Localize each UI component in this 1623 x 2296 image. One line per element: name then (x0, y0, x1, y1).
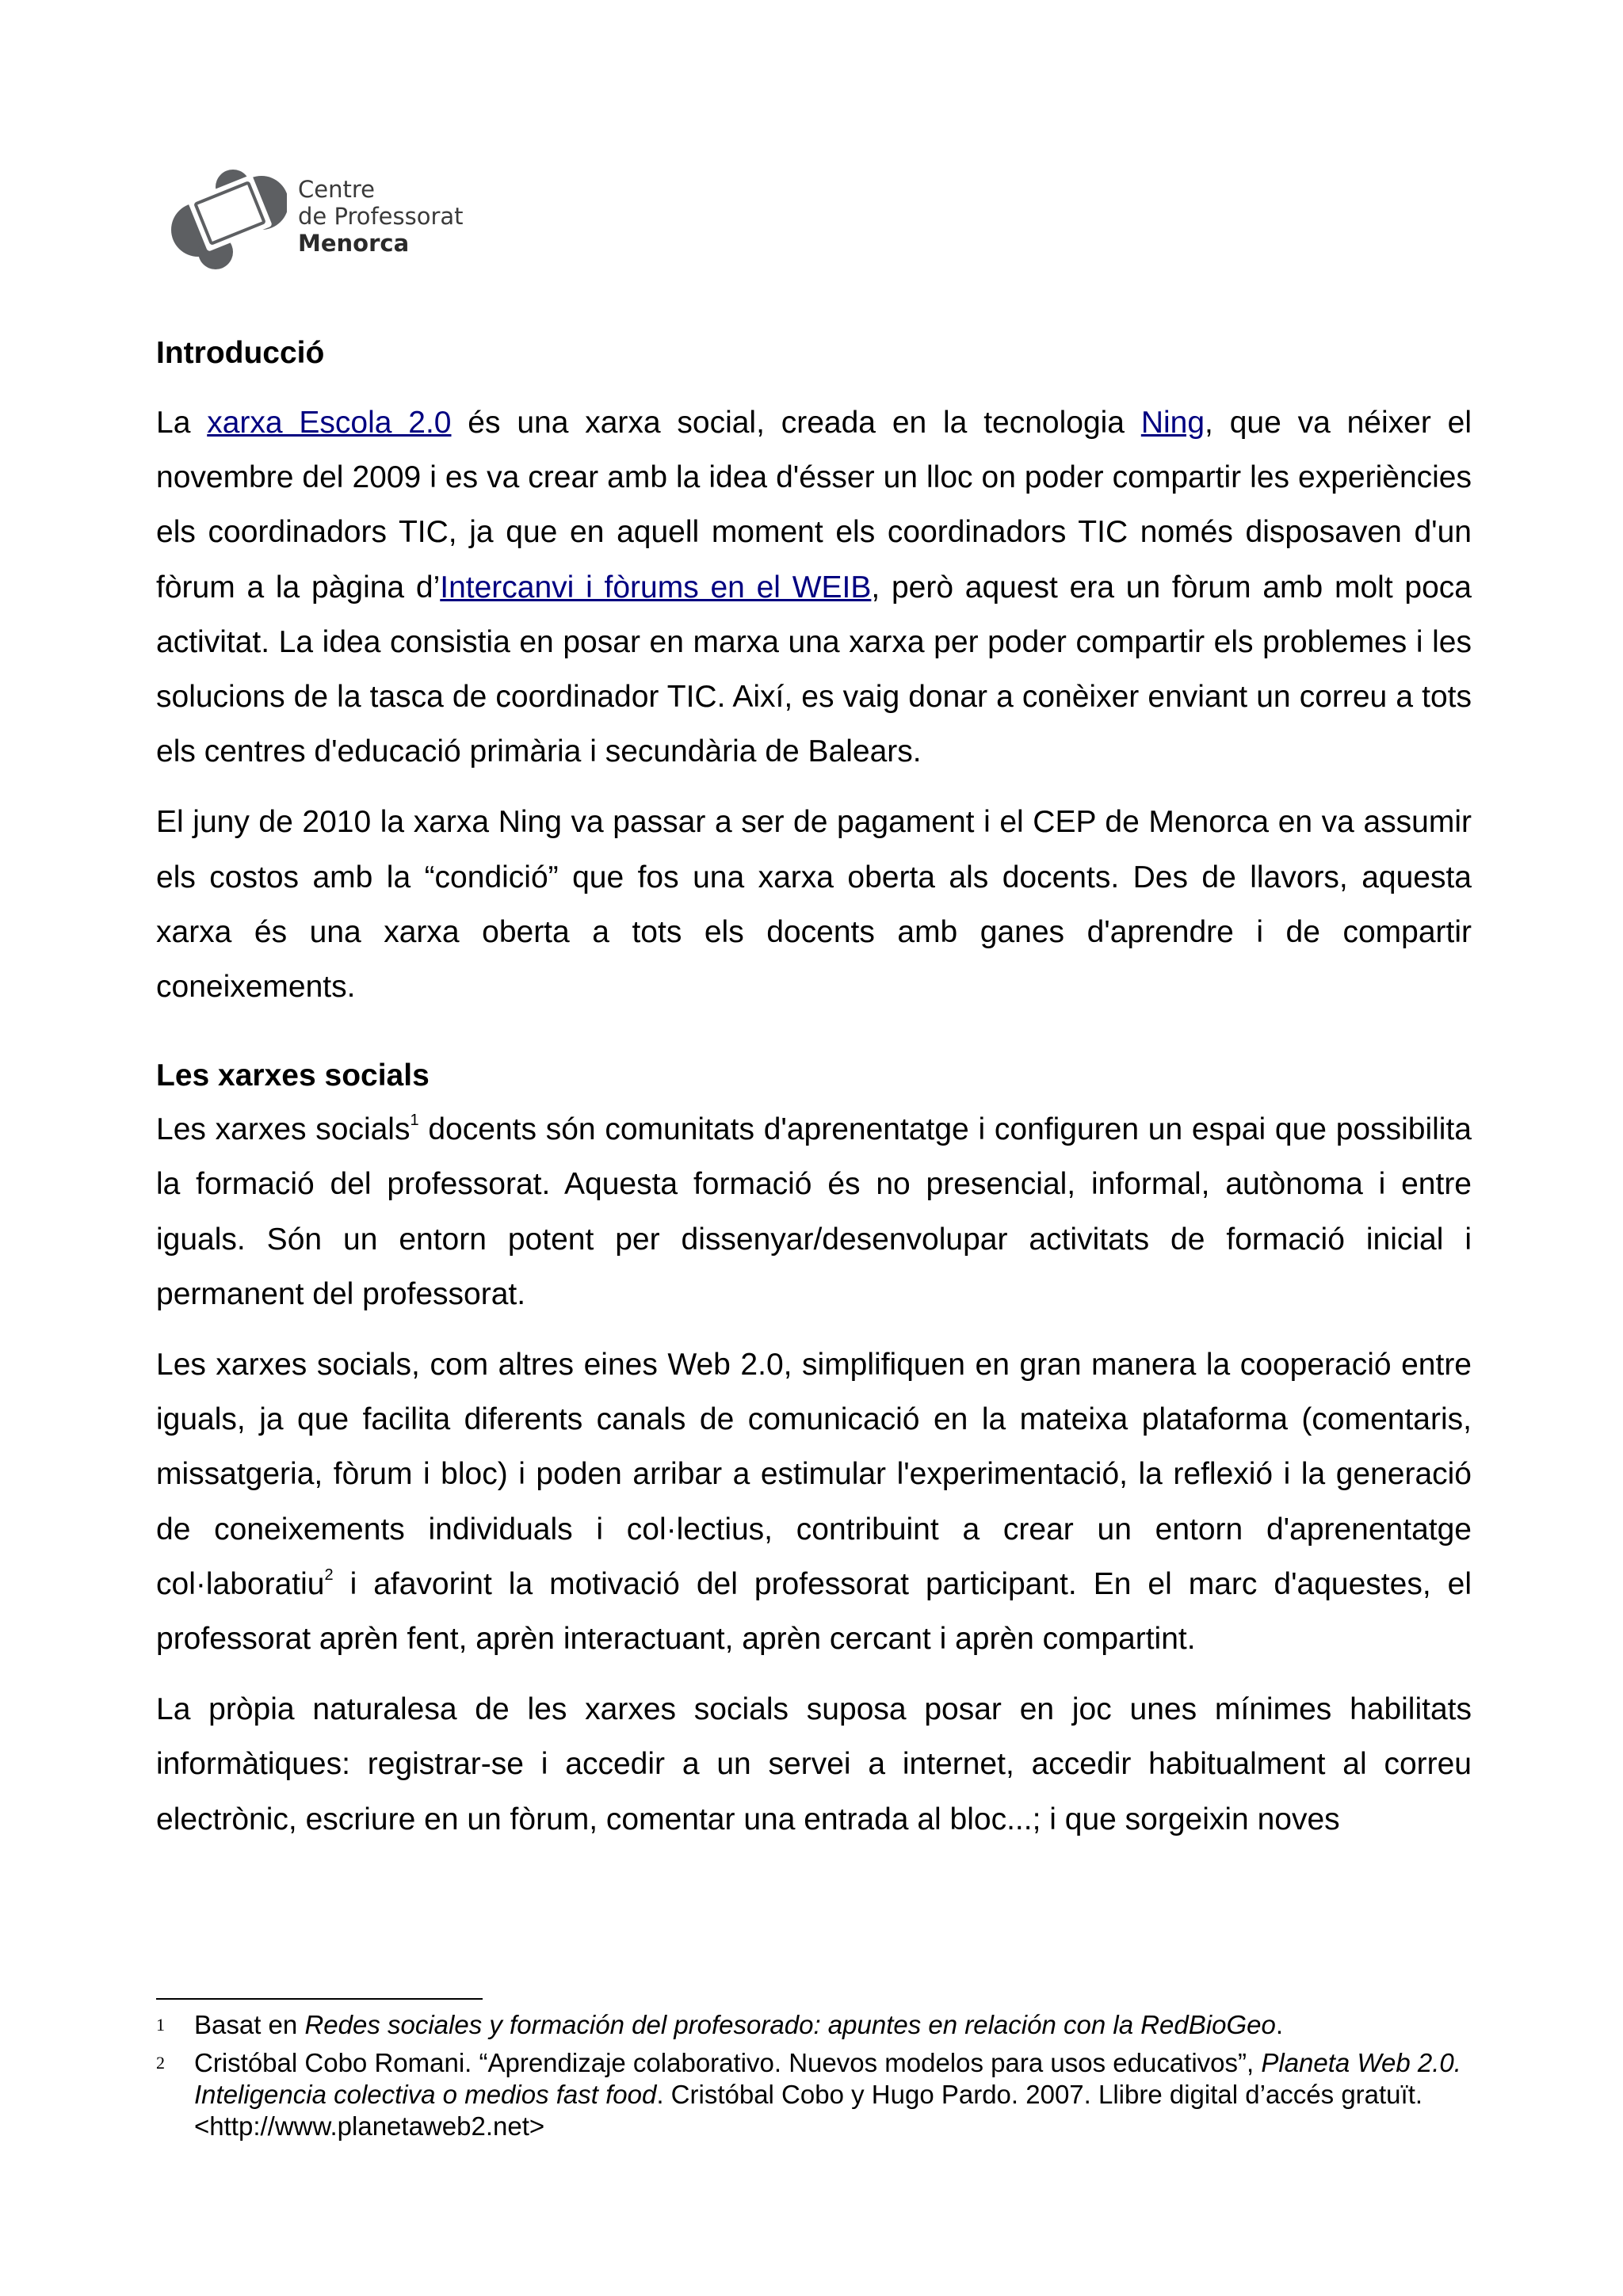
logo-line-2: de Professorat (298, 203, 464, 230)
italic-run: Redes sociales y formación del profesorado: apuntes en relación con la RedBioGeo (304, 2010, 1276, 2039)
cep-menorca-logo (168, 168, 501, 271)
text-run: . (1275, 2010, 1283, 2039)
intro-heading: Introducció (156, 336, 325, 370)
text-run: , que va néixer el novembre del 2009 i es va crear amb la idea d'ésser un lloc on poder compartir les experiències els coordinadors TIC, ja que en aquell moment els coordinadors TIC només disposaven d'un fòrum a la pàgina d’ (156, 406, 1472, 605)
link-xarxa-escola[interactable]: xarxa Escola 2.0 (207, 406, 452, 440)
intro-paragraph-2: El juny de 2010 la xarxa Ning va passar a ser de pagament i el CEP de Menorca en va assumir els costos amb la “condició” que fos una xarxa oberta als docents. Des de llavors, aquesta xarxa és una xarxa oberta a tots els docents amb ganes d'aprendre i de compartir coneixements. (156, 805, 1472, 1005)
social-paragraph-1 (156, 1102, 1472, 1322)
footnote-1 (156, 2009, 1472, 2041)
text-run: és una xarxa social, creada en la tecnologia (451, 406, 1141, 440)
italic-run: Planeta Web 2.0. Inteligencia colectiva o medios fast food (194, 2048, 1461, 2109)
text-run: Basat en (194, 2010, 305, 2039)
social-paragraph-2 (156, 1337, 1472, 1666)
social-networks-heading: Les xarxes socials (156, 1058, 430, 1093)
text-run: docents són comunitats d'aprenentatge i configuren un espai que possibilita la formació del professorat. Aquesta formació és no presencial, informal, autònoma i entre iguals. Són un entorn potent per dissenyar/desenvolupar activitats de formació inicial i permanent del professorat. (156, 1112, 1472, 1311)
footnote-number: 2 (156, 2053, 165, 2073)
text-run: Les xarxes socials (156, 1112, 411, 1147)
footnote-2 (156, 2047, 1472, 2142)
logo-icon (168, 168, 287, 271)
footnote-text (194, 2009, 1472, 2041)
link-intercanvi-weib[interactable]: Intercanvi i fòrums en el WEIB (440, 570, 872, 605)
footnote-text (194, 2047, 1472, 2142)
footnote-separator (156, 1998, 483, 2000)
footnote-number: 1 (156, 2015, 165, 2035)
text-run: . Cristóbal Cobo y Hugo Pardo. 2007. Llibre digital d’accés gratuït. <http://www.planetaweb2.net> (194, 2080, 1423, 2141)
footnote-ref-1[interactable]: 1 (410, 1112, 419, 1130)
text-run: Les xarxes socials, com altres eines Web 2.0, simplifiquen en gran manera la cooperació entre iguals, ja que facilita diferents canals de comunicació en la mateixa plataforma (comentaris, missatgeria, fòrum i bloc) i poden arribar a estimular l'experimentació, la reflexió i la generació de coneixements individuals i col·lectius, contribuint a crear un entorn d'aprenentatge col·laboratiu (156, 1348, 1472, 1601)
social-paragraph-3: La pròpia naturalesa de les xarxes socials suposa posar en joc unes mínimes habilitats informàtiques: registrar-se i accedir a un servei a internet, accedir habitualment al correu electrònic, escriure en un fòrum, comentar una entrada al bloc...; i que sorgeixin noves (156, 1692, 1472, 1836)
text-run: i afavorint la motivació del professorat participant. En el marc d'aquestes, el professorat aprèn fent, aprèn interactuant, aprèn cercant i aprèn compartint. (156, 1566, 1472, 1657)
footnotes (156, 2009, 1472, 2142)
logo-line-1: Centre (298, 176, 375, 203)
footnote-ref-2[interactable]: 2 (324, 1566, 334, 1584)
intro-paragraph-1 (156, 395, 1472, 779)
text-run: Cristóbal Cobo Romani. “Aprendizaje colaborativo. Nuevos modelos para usos educativos”, (194, 2048, 1262, 2077)
logo-line-3: Menorca (298, 230, 410, 257)
logo-text (298, 176, 464, 257)
text-run: La (156, 406, 208, 440)
document-body (156, 331, 1472, 1847)
link-ning[interactable]: Ning (1140, 406, 1205, 440)
text-run: , però aquest era un fòrum amb molt poca activitat. La idea consistia en posar en marxa una xarxa per poder compartir els problemes i les solucions de la tasca de coordinador TIC. Així, es vaig donar a conèixer enviant un correu a tots els centres d'educació primària i secundària de Balears. (156, 570, 1472, 769)
